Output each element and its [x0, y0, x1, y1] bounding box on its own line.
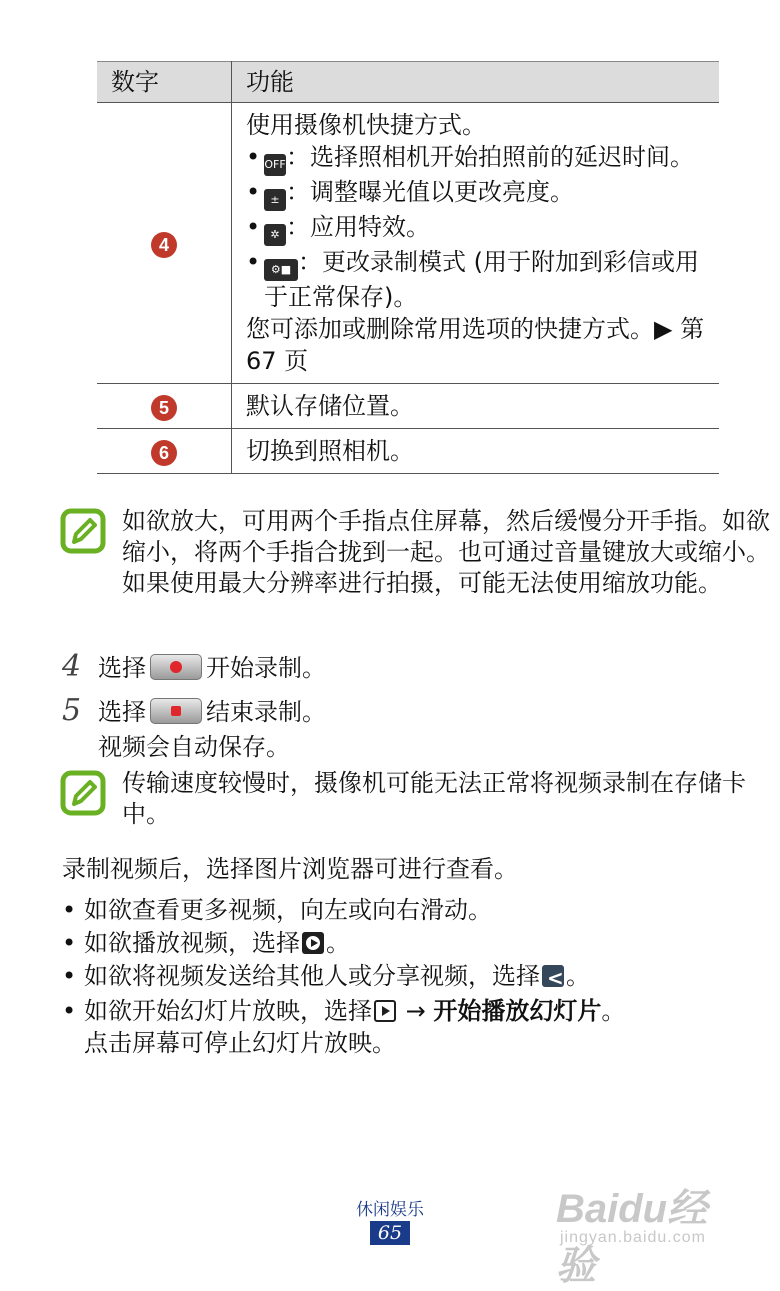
- after-record-text: 录制视频后，选择图片浏览器可进行查看。: [62, 855, 518, 883]
- arrow-text: →: [398, 997, 434, 1025]
- bullet-text: ：应用特效。: [286, 213, 430, 241]
- function-cell: 默认存储位置。: [232, 384, 720, 429]
- table-row: [97, 384, 719, 429]
- table-row: [97, 429, 719, 474]
- bullet-text: 如欲将视频发送给其他人或分享视频，选择: [84, 962, 540, 990]
- number-cell: [97, 103, 232, 384]
- step-number: 5: [62, 693, 82, 728]
- effects-icon: ✲: [264, 224, 286, 246]
- watermark-url: jingyan.baidu.com: [560, 1229, 706, 1246]
- list-item: • 如欲将视频发送给其他人或分享视频，选择< 。: [62, 960, 742, 992]
- step-number: 4: [62, 649, 82, 684]
- function-table: [97, 61, 719, 474]
- exposure-icon: ±: [264, 189, 286, 211]
- timer-off-icon: OFF: [264, 154, 286, 176]
- step-4: [62, 651, 326, 684]
- list-item: • 如欲播放视频，选择 。: [62, 929, 350, 957]
- recording-mode-icon: ⚙■: [264, 259, 298, 281]
- watermark-brand: Baidu经验: [556, 1187, 708, 1288]
- bullet-text: 点击屏幕可停止幻灯片放映。: [84, 1029, 396, 1057]
- list-item: • 如欲开始幻灯片放映，选择 → 开始播放幻灯片。 点击屏幕可停止幻灯片放映。: [62, 997, 626, 1057]
- step-text: 结束录制。: [206, 698, 326, 726]
- step-5: [62, 695, 326, 728]
- row-outro: 您可添加或删除常用选项的快捷方式。▶ 第 67 页: [246, 315, 705, 375]
- stop-button-icon: [150, 698, 202, 724]
- note-text: 传输速度较慢时，摄像机可能无法正常将视频录制在存储卡中。: [122, 769, 746, 828]
- list-item: • 如欲查看更多视频，向左或向右滑动。: [62, 896, 492, 924]
- list-item: • ✲ ：应用特效。: [246, 211, 707, 246]
- bullet-text: 。: [326, 929, 350, 957]
- function-cell: 切换到照相机。: [232, 429, 720, 474]
- column-header-function: 功能: [232, 62, 720, 103]
- number-badge: 4: [151, 232, 177, 258]
- list-item: • ± ：调整曝光值以更改亮度。: [246, 176, 707, 211]
- step-5-extra: 视频会自动保存。: [98, 733, 290, 761]
- bullet-text: ：选择照相机开始拍照前的延迟时间。: [286, 143, 694, 171]
- bullet-text: ：调整曝光值以更改亮度。: [286, 178, 574, 206]
- bold-command: 开始播放幻灯片: [433, 997, 602, 1025]
- play-icon: [302, 932, 324, 954]
- slideshow-icon: [374, 1000, 396, 1022]
- number-badge: 6: [151, 440, 177, 466]
- watermark: [556, 1165, 746, 1288]
- number-cell: [97, 384, 232, 429]
- share-icon: [542, 965, 564, 987]
- bullet-text: ：更改录制模式 (用于附加到彩信或用于正常保存)。: [264, 248, 699, 311]
- note-pencil-icon: [60, 508, 106, 554]
- step-text: 开始录制。: [206, 654, 326, 682]
- list-item: • ⚙■ ：更改录制模式 (用于附加到彩信或用于正常保存)。: [246, 248, 699, 311]
- section-label: 休闲娱乐: [356, 1200, 424, 1220]
- function-cell: [232, 103, 720, 384]
- number-badge: 5: [151, 395, 177, 421]
- bullet-text: 。: [601, 997, 626, 1025]
- list-item: • OFF：选择照相机开始拍照前的延迟时间。: [246, 141, 707, 176]
- step-text: 选择: [98, 654, 146, 682]
- bullet-text: 如欲播放视频，选择: [84, 929, 300, 957]
- note-text: 如欲放大，可用两个手指点住屏幕，然后缓慢分开手指。如欲缩小，将两个手指合拢到一起。也可通过音量键放大或缩小。如果使用最大分辨率进行拍摄，可能无法使用缩放功能。: [122, 507, 770, 597]
- table-header-row: [97, 62, 719, 103]
- row-intro: 使用摄像机快捷方式。: [246, 111, 486, 139]
- column-header-number: 数字: [97, 62, 232, 103]
- bullet-text: 如欲开始幻灯片放映，选择: [84, 997, 372, 1025]
- record-button-icon: [150, 654, 202, 680]
- page-number: 65: [370, 1221, 410, 1245]
- bullet-text: 如欲查看更多视频，向左或向右滑动。: [84, 896, 492, 924]
- bullet-text: 。: [566, 962, 590, 990]
- table-row: [97, 103, 719, 384]
- note-pencil-icon: [60, 770, 106, 816]
- step-text: 选择: [98, 698, 146, 726]
- number-cell: [97, 429, 232, 474]
